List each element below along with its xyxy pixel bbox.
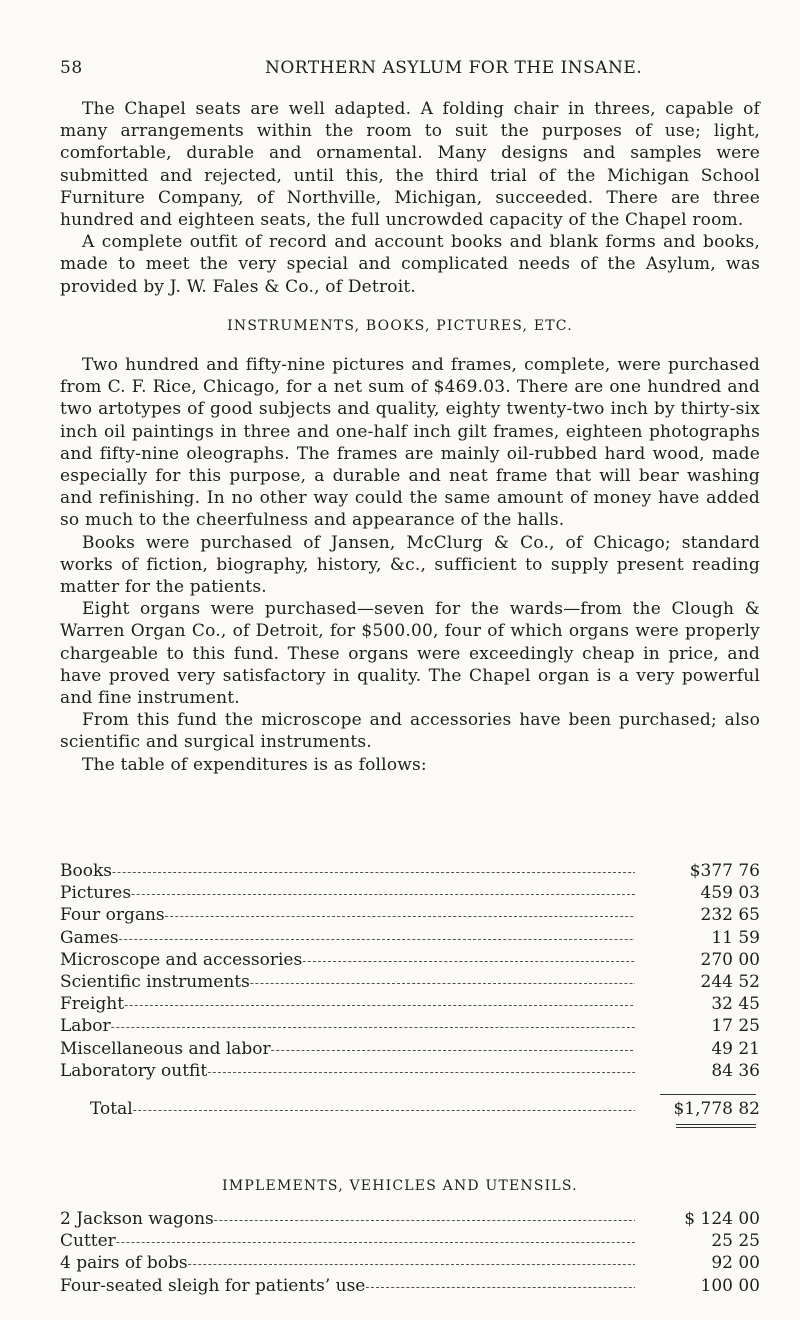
row-amount: 92 00	[711, 1253, 760, 1274]
row-amount: 232 65	[700, 905, 760, 926]
row-label: 4 pairs of bobs -----	[60, 1252, 635, 1275]
table-row	[60, 904, 760, 926]
row-label: Four-seated sleigh for patients’ use -----	[60, 1275, 635, 1298]
table-row	[60, 860, 760, 882]
row-amount: 84 36	[711, 1060, 760, 1081]
total-table	[60, 1098, 760, 1120]
paragraph-chapel-seats: The Chapel seats are well adapted. A folding chair in threes, capable of many arrangements within the room to suit the purposes of use; light, comfortable, durable and ornamental. Many designs and samples were submitted and rejected, until this, the third trial of the Michigan School Furniture Company, of Northville, Michigan, succeeded. There are three hundred and eighteen seats, the full uncrowded capacity of the Chapel room.	[60, 99, 760, 231]
row-label: Freight -----	[60, 993, 635, 1016]
table-row	[60, 1208, 760, 1230]
paragraph-table-intro: The table of expenditures is as follows:	[82, 754, 427, 775]
total-row	[60, 1098, 760, 1120]
paragraph-pictures: Two hundred and fifty-nine pictures and frames, complete, were purchased from C. F. Rice, Chicago, for a net sum of $469.03. There are one hundred and two artotypes of good subjects and quality, eighty twenty-two inch by thirty-six inch oil paintings in three and one-half inch gilt frames, eighteen photographs and fifty-nine oleographs. The frames are mainly oil-rubbed hard wood, made especially for this purpose, a durable and neat frame that will bear washing and refinishing. In no other way could the same amount of money have added so much to the cheerfulness and appearance of the halls.	[60, 355, 760, 531]
row-amount: 49 21	[711, 1038, 760, 1059]
row-amount: 32 45	[711, 994, 760, 1015]
row-label: Books -----	[60, 860, 635, 883]
row-label: Labor -----	[60, 1015, 635, 1038]
row-amount: 11 59	[711, 927, 760, 948]
table-row	[60, 1060, 760, 1082]
row-label: Games -----	[60, 927, 635, 950]
row-label: Four organs -----	[60, 904, 635, 927]
row-label: Pictures -----	[60, 882, 635, 905]
row-label: 2 Jackson wagons -----	[60, 1208, 635, 1231]
row-amount: 244 52	[700, 971, 760, 992]
page-number: 58	[60, 58, 83, 78]
row-label: Miscellaneous and labor -----	[60, 1038, 635, 1061]
table-row	[60, 882, 760, 904]
row-amount: 270 00	[700, 949, 760, 970]
row-label: Laboratory outfit -----	[60, 1060, 635, 1083]
total-double-rule-bottom	[676, 1127, 756, 1128]
running-header	[60, 58, 760, 82]
paragraph-organs: Eight organs were purchased—seven for the wards—from the Clough & Warren Organ Co., of Detroit, for $500.00, four of which organs were properly chargeable to this fund. These organs were exceedingly cheap in price, and have proved very satisfactory in quality. The Chapel organ is a very powerful and fine instrument.	[60, 599, 760, 709]
table-row	[60, 993, 760, 1015]
paragraph-books: Books were purchased of Jansen, McClurg & Co., of Chicago; standard works of fiction, biography, history, &c., sufficient to supply present reading matter for the patients.	[60, 532, 760, 598]
instruments-text	[60, 354, 760, 776]
sum-rule	[660, 1094, 756, 1095]
total-label: Total -----	[90, 1098, 635, 1121]
intro-text	[60, 98, 760, 298]
table-row	[60, 949, 760, 971]
row-label: Cutter -----	[60, 1230, 635, 1253]
table-row	[60, 1252, 760, 1274]
table-row	[60, 971, 760, 993]
row-amount: 25 25	[711, 1231, 760, 1252]
total-amount: $1,778 82	[673, 1099, 760, 1119]
row-amount: $377 76	[689, 861, 760, 881]
section-heading-implements: IMPLEMENTS, VEHICLES AND UTENSILS.	[222, 1178, 578, 1194]
row-amount: 17 25	[711, 1016, 760, 1037]
expenditures-table	[60, 860, 760, 1082]
row-amount: 459 03	[700, 883, 760, 904]
running-title: NORTHERN ASYLUM FOR THE INSANE.	[265, 58, 643, 78]
paragraph-record-books: A complete outfit of record and account books and blank forms and books, made to meet the very special and complicated needs of the Asylum, was provided by J. W. Fales & Co., of Detroit.	[60, 232, 760, 297]
implements-table	[60, 1208, 760, 1297]
paragraph-microscope: From this fund the microscope and accessories have been purchased; also scientific and surgical instruments.	[60, 710, 760, 753]
table-row	[60, 1230, 760, 1252]
row-label: Microscope and accessories -----	[60, 949, 635, 972]
row-label: Scientific instruments -----	[60, 971, 635, 994]
table-row	[60, 1038, 760, 1060]
total-double-rule-top	[676, 1124, 756, 1125]
row-amount: $ 124 00	[684, 1209, 760, 1229]
table-row	[60, 927, 760, 949]
row-amount: 100 00	[700, 1275, 760, 1296]
table-row	[60, 1015, 760, 1037]
table-row	[60, 1275, 760, 1297]
section-heading-instruments: INSTRUMENTS, BOOKS, PICTURES, ETC.	[227, 318, 573, 334]
